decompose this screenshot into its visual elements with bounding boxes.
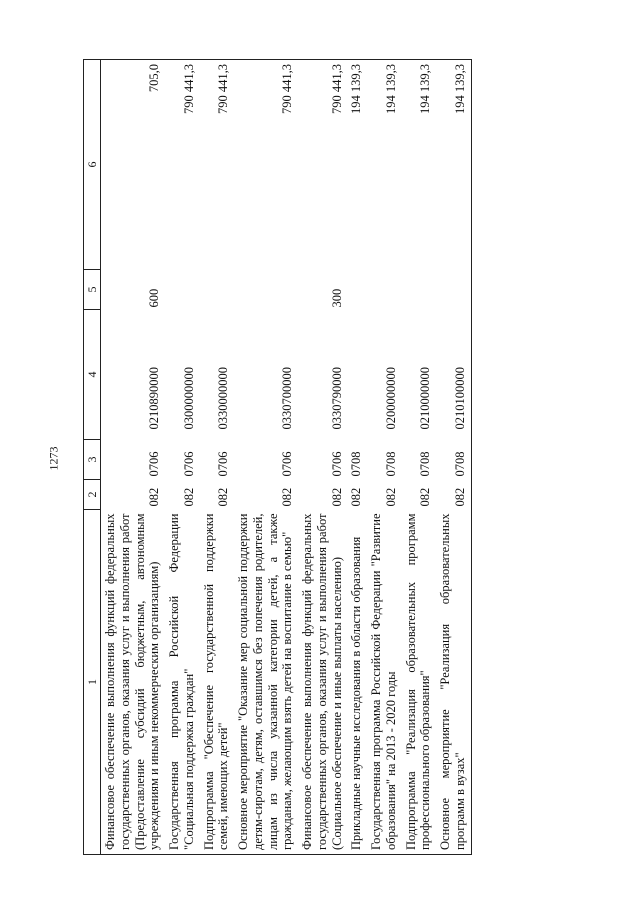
row-amount: 194 139,3 [347, 60, 367, 270]
page-number: 1273 [46, 446, 61, 471]
row-section-code: 0706 [147, 451, 162, 477]
row-amount: 790 441,3 [234, 60, 298, 270]
row-expense-type: 300 [329, 288, 344, 308]
row-amount: 790 441,3 [165, 60, 200, 270]
row-ministry-code: 082 [383, 487, 398, 507]
header-col-2: 2 [84, 480, 101, 510]
row-expense-type [234, 270, 298, 310]
row-section-code: 0708 [418, 451, 433, 477]
row-target-article: 0210100000 [436, 310, 471, 440]
row-amount: 790 441,3 [298, 60, 347, 270]
row-expense-type: 600 [147, 288, 162, 308]
row-expense-type [165, 270, 200, 310]
table-row [367, 60, 402, 855]
row-section-code: 0706 [329, 451, 344, 477]
row-expense-type [402, 270, 437, 310]
row-section-code: 0708 [383, 451, 398, 477]
row-name: Подпрограмма "Обеспечение государственной поддержки семей, имеющих детей" [200, 510, 235, 855]
row-name: Государственная программа Российской Федерации "Социальная поддержка граждан" [165, 510, 200, 855]
table-row [234, 60, 298, 855]
row-ministry-code: 082 [280, 487, 295, 507]
header-col-4: 4 [84, 310, 101, 440]
table-row [436, 60, 471, 855]
row-section-code: 0706 [216, 451, 231, 477]
row-expense-type [436, 270, 471, 310]
row-ministry-code: 082 [329, 487, 344, 507]
row-amount: 194 139,3 [436, 60, 471, 270]
row-name: Финансовое обеспечение выполнения функций федеральных государственных органов, оказания услуг и выполнения работ (Предоставление субсидий бюджетным, автономным учреждениям и иным некоммерческим организациям) [101, 510, 166, 855]
row-ministry-code: 082 [181, 487, 196, 507]
budget-table [83, 59, 472, 855]
row-name: Финансовое обеспечение выполнения функций федеральных государственных органов, оказания услуг и выполнения работ (Социальное обеспечение и иные выплаты населению) [298, 510, 347, 855]
table-row [200, 60, 235, 855]
row-amount: 790 441,3 [200, 60, 235, 270]
row-ministry-code: 082 [147, 487, 162, 507]
row-target-article: 0330700000 [280, 367, 295, 430]
row-name: Основное мероприятие "Оказание мер социальной поддержки детям-сиротам, детям, оставшимся без попечения родителей, лицам из числа указанной категории детей, а также гражданам, желающим взять детей на воспитание в семью" [234, 510, 298, 855]
row-amount: 705,0 [101, 60, 166, 270]
row-section-code: 0706 [280, 451, 295, 477]
row-amount: 194 139,3 [402, 60, 437, 270]
row-name: Подпрограмма "Реализация образовательных программ профессионального образования" [402, 510, 437, 855]
row-section-code: 0706 [181, 451, 196, 477]
row-name: Государственная программа Российской Федерации "Развитие образования" на 2013 - 2020 годы [367, 510, 402, 855]
row-ministry-code: 082 [436, 480, 471, 510]
row-target-article [347, 310, 367, 440]
table-row [347, 60, 367, 855]
header-col-3: 3 [84, 440, 101, 480]
row-amount: 194 139,3 [367, 60, 402, 270]
row-name: Основное мероприятие "Реализация образовательных программ в вузах" [436, 510, 471, 855]
header-col-6: 6 [84, 60, 101, 270]
table-header-row [84, 60, 101, 855]
rotated-table-container [83, 60, 561, 855]
table-row [298, 60, 347, 855]
row-expense-type [347, 270, 367, 310]
header-col-5: 5 [84, 270, 101, 310]
row-name: Прикладные научные исследования в области образования [347, 510, 367, 855]
row-target-article: 0330000000 [216, 367, 231, 430]
row-ministry-code: 082 [418, 487, 433, 507]
row-ministry-code: 082 [216, 487, 231, 507]
row-target-article: 0330790000 [329, 367, 344, 430]
table-row [165, 60, 200, 855]
row-target-article: 0210000000 [418, 367, 433, 430]
row-section-code: 0708 [349, 451, 364, 477]
row-target-article: 0200000000 [383, 367, 398, 430]
row-target-article: 0300000000 [181, 367, 196, 430]
row-expense-type [200, 270, 235, 310]
table-row [402, 60, 437, 855]
row-expense-type [367, 270, 402, 310]
row-section-code: 0708 [436, 440, 471, 480]
row-target-article: 0210890000 [147, 367, 162, 430]
row-ministry-code: 082 [349, 487, 364, 507]
header-col-1: 1 [84, 510, 101, 855]
table-row [101, 60, 166, 855]
